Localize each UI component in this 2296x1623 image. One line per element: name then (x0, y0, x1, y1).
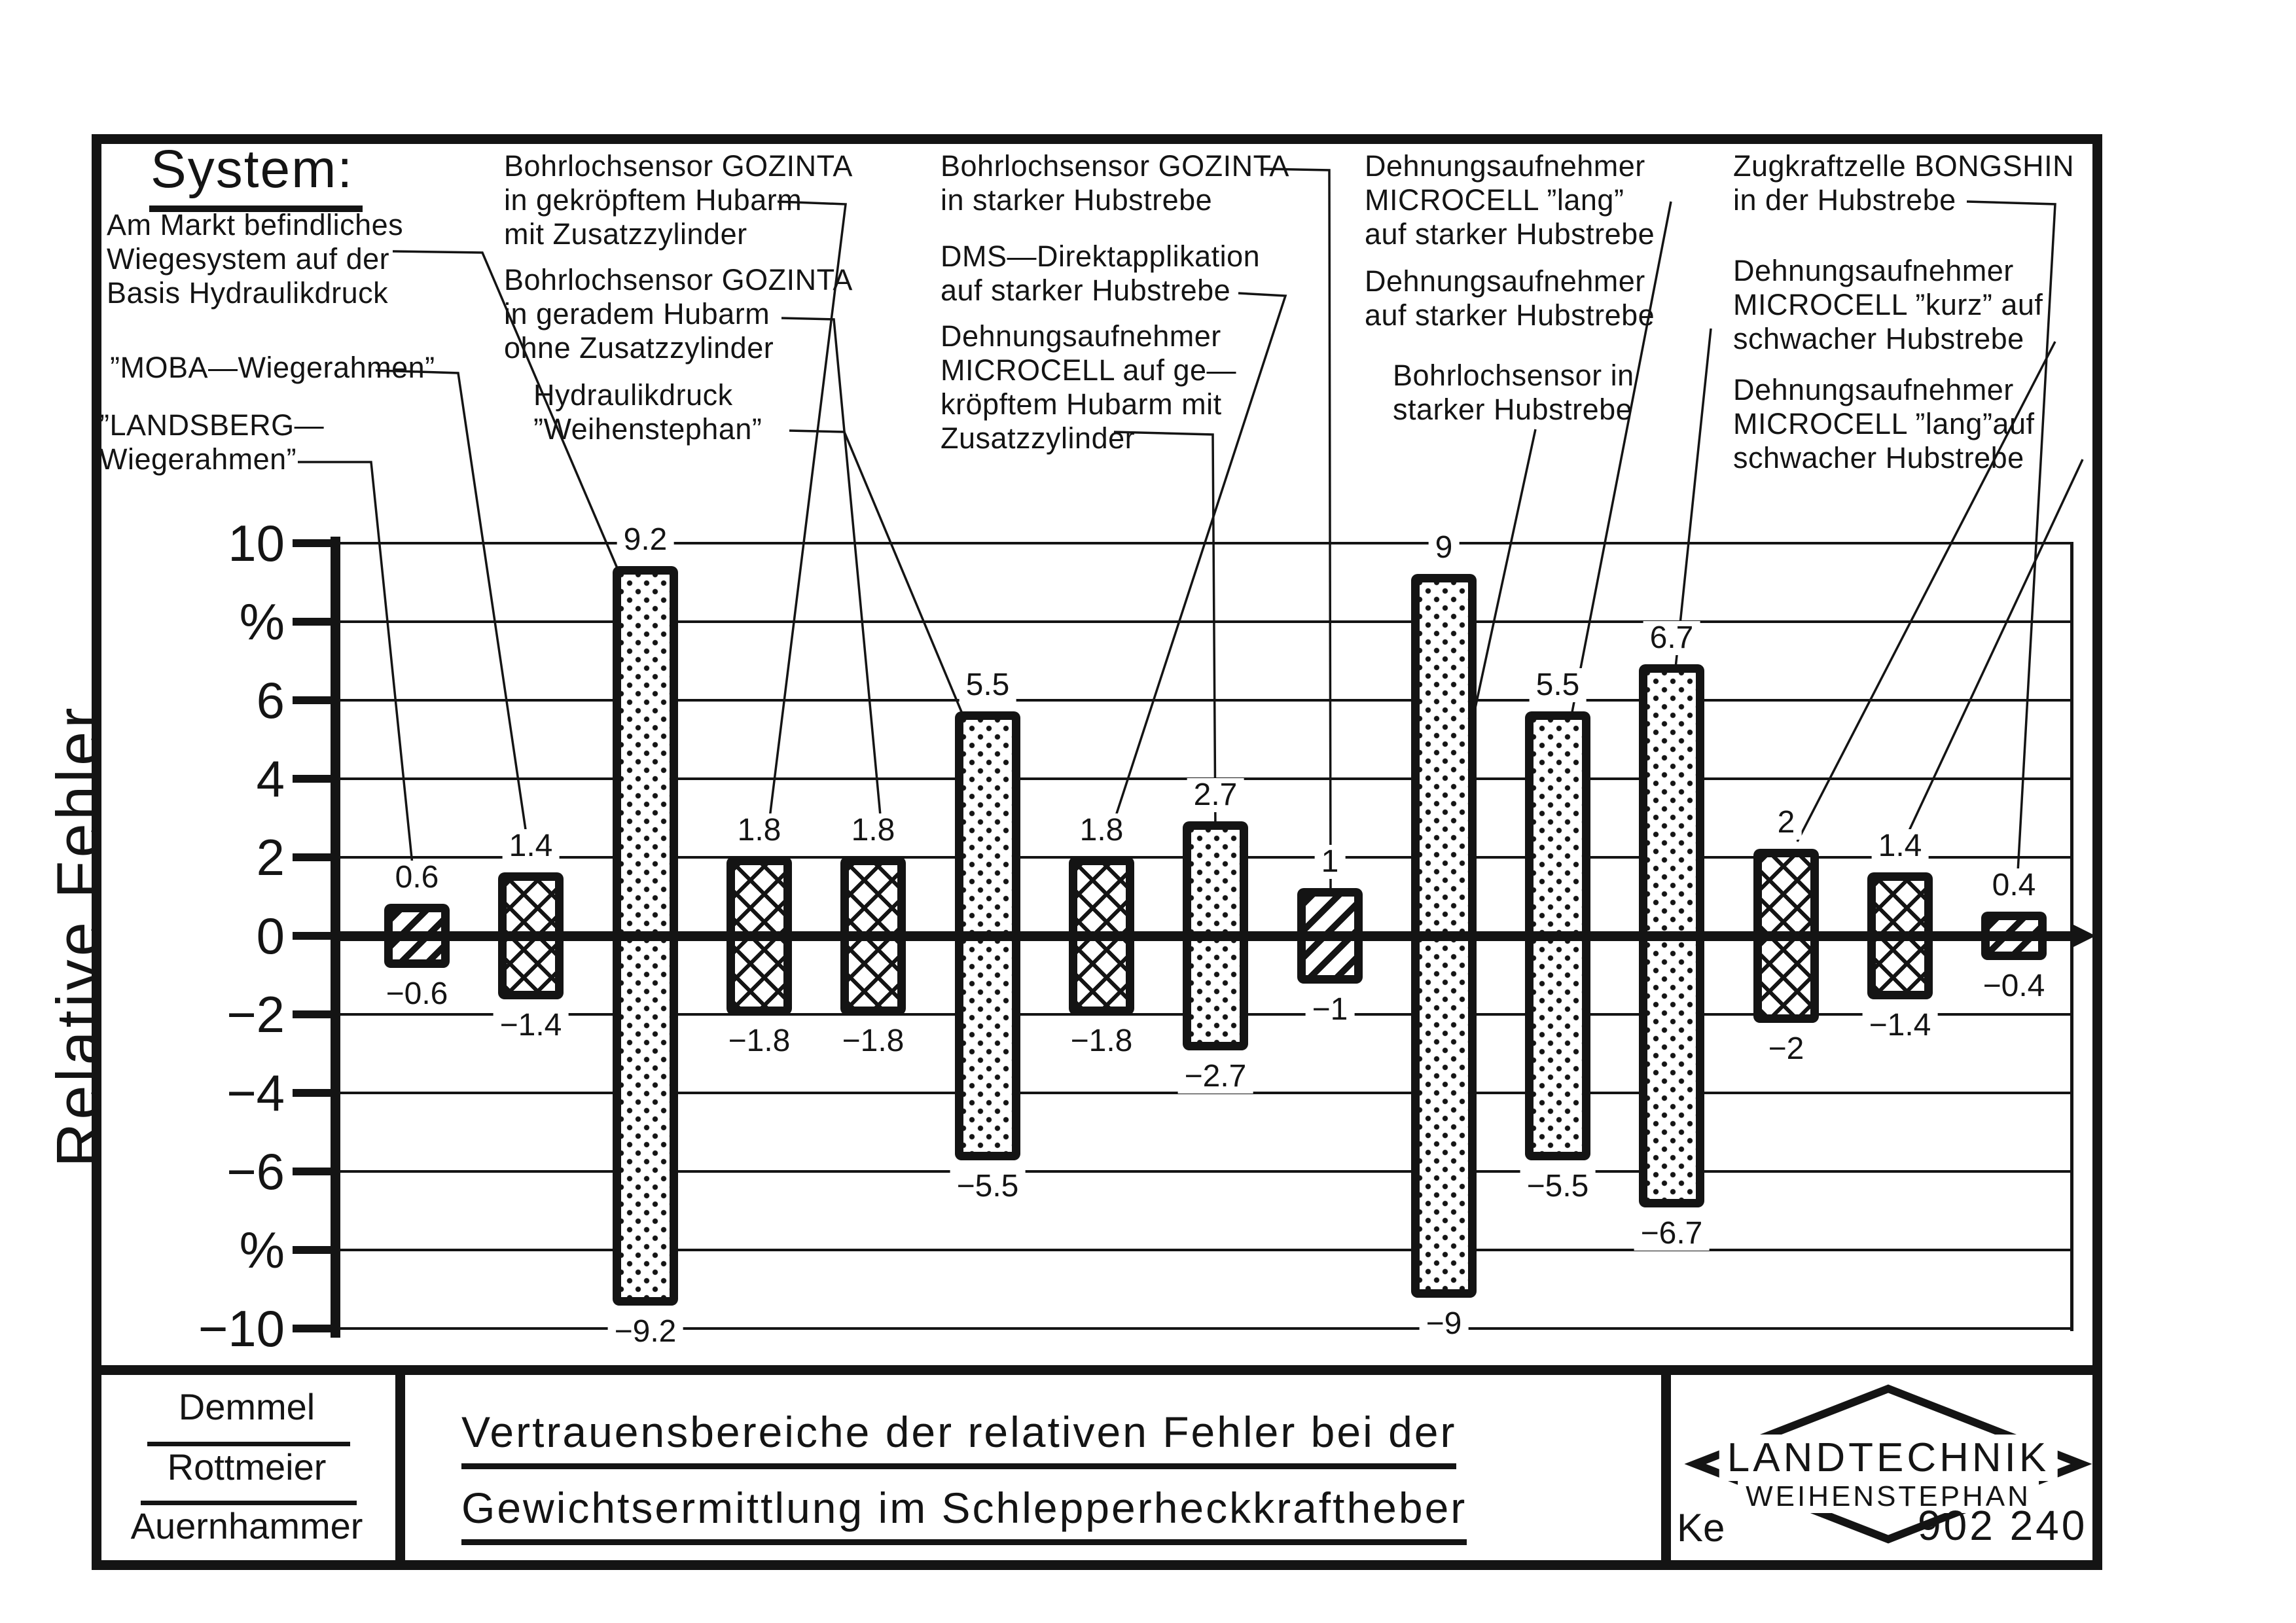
annotation-line: Zugkraftzelle BONGSHIN (1733, 149, 2075, 183)
bar-14-lower-value: −1.4 (1863, 1008, 1938, 1043)
annotation-line: ”LANDSBERG— (99, 408, 325, 442)
annotation-line: Dehnungsaufnehmer (1733, 373, 2014, 406)
bar-7-lower-value: −1.8 (1064, 1024, 1139, 1058)
zero-axis-arrow-icon (2072, 924, 2096, 948)
bar-15-lower-value: −0.4 (1977, 969, 2052, 1003)
annotation-line: auf starker Hubstrebe (1365, 217, 1655, 251)
annotation-line: MICROCELL ”lang” (1365, 183, 1624, 217)
annotation-line: Bohrlochsensor GOZINTA (941, 149, 1289, 183)
annotation-moba (110, 351, 435, 385)
y-tick-label-4: 4 (256, 750, 285, 808)
author-2: Rottmeier (167, 1446, 327, 1488)
y-tick-label-8: % (239, 593, 285, 651)
zero-axis-line (335, 931, 2076, 941)
y-tick-label-2: 2 (256, 829, 285, 886)
logo-line-1: LANDTECHNIK (1719, 1435, 2058, 1481)
bar-4-lower-value: −1.8 (722, 1024, 797, 1058)
annotation-bongshin (1733, 149, 2074, 217)
bar-13-lower-value: −2 (1762, 1032, 1811, 1066)
annotation-line: Zusatzzylinder (941, 421, 1136, 455)
annotation-line: Basis Hydraulikdruck (107, 276, 389, 310)
y-tick-label--6: −6 (226, 1143, 285, 1200)
bar-8-lower-value: −2.7 (1178, 1060, 1253, 1094)
bar-11-lower-value: −5.5 (1520, 1169, 1596, 1204)
annotation-line: ”MOBA—Wiegerahmen” (110, 351, 435, 384)
annotation-line: Bohrlochsensor in (1393, 359, 1634, 392)
annotation-line: in gekröpftem Hubarm (504, 183, 802, 217)
bar-5-lower-value: −1.8 (836, 1024, 911, 1058)
bar-1-lower-value: −0.6 (380, 977, 455, 1011)
bar-9-upper-value: 1 (1315, 845, 1346, 879)
bar-2-lower-value: −1.4 (493, 1008, 569, 1043)
annotation-line: schwacher Hubstrebe (1733, 441, 2024, 474)
annotation-gozinta-gerade (504, 263, 853, 365)
annotation-line: ”Weihenstephan” (533, 412, 762, 446)
annotation-line: MICROCELL ”lang”auf (1733, 407, 2035, 440)
y-tick-label-10: 10 (228, 514, 285, 572)
annotation-microcell-lang-schwach (1733, 373, 2035, 475)
annotation-gozinta-stark (941, 149, 1289, 217)
annotation-line: auf starker Hubstrebe (1365, 298, 1655, 332)
annotation-dehnung-stark (1365, 264, 1655, 332)
annotation-line: Wiegerahmen” (99, 442, 297, 476)
author-3: Auernhammer (130, 1505, 363, 1546)
annotation-bohrloch-stark (1393, 359, 1634, 427)
chart-title-line-2: Gewichtsermittlung im Schlepperheckkraftheber (461, 1483, 1467, 1545)
annotation-line: in starker Hubstrebe (941, 183, 1213, 217)
annotation-line: Bohrlochsensor GOZINTA (504, 149, 853, 183)
annotation-am-markt (107, 208, 403, 310)
y-tick-label-6: 6 (256, 671, 285, 729)
bar-6-lower-value: −5.5 (950, 1169, 1026, 1204)
annotation-line: auf starker Hubstrebe (941, 274, 1231, 307)
annotation-line: Dehnungsaufnehmer (1365, 149, 1645, 183)
annotation-landsberg (99, 408, 324, 476)
annotation-line: starker Hubstrebe (1393, 393, 1633, 426)
bar-6-upper-value: 5.5 (960, 668, 1016, 702)
annotation-line: in geradem Hubarm (504, 297, 770, 330)
bar-3-upper-value: 9.2 (617, 523, 674, 557)
annotation-line: DMS—Direktapplikation (941, 240, 1261, 273)
bar-12-lower-value: −6.7 (1634, 1217, 1710, 1251)
system-heading: System: (149, 139, 363, 212)
annotation-line: mit Zusatzzylinder (504, 217, 747, 251)
annotation-line: kröpftem Hubarm mit (941, 387, 1222, 421)
y-axis-title: Relative Fehler (44, 704, 113, 1168)
y-tick-label--2: −2 (226, 986, 285, 1043)
code-prefix: Ke (1677, 1506, 1725, 1550)
bar-14-upper-value: 1.4 (1872, 829, 1929, 863)
bar-3-lower-value: −9.2 (608, 1315, 683, 1349)
bar-7-upper-value: 1.8 (1073, 813, 1130, 847)
bar-1-upper-value: 0.6 (389, 861, 446, 895)
code-number: 902 240 (1918, 1502, 2088, 1549)
y-tick-label-0: 0 (256, 907, 285, 965)
y-tick-label--4: −4 (226, 1064, 285, 1122)
bar-15-upper-value: 0.4 (1986, 868, 2043, 902)
logo-line-2: WEIHENSTEPHAN (1738, 1480, 2039, 1513)
bar-11-upper-value: 5.5 (1530, 668, 1587, 702)
y-tick-label--10: −10 (198, 1300, 285, 1357)
chart-title-line-1: Vertrauensbereiche der relativen Fehler bei der (461, 1407, 1456, 1469)
annotation-line: Wiegesystem auf der (107, 242, 390, 276)
annotation-gozinta-gekroepft (504, 149, 853, 251)
bar-2-upper-value: 1.4 (503, 829, 560, 863)
annotation-line: MICROCELL ”kurz” auf (1733, 288, 2043, 321)
annotation-line: in der Hubstrebe (1733, 183, 1956, 217)
annotation-dms-direkt (941, 240, 1260, 308)
annotation-line: Hydraulikdruck (533, 378, 733, 412)
bar-10-upper-value: 9 (1429, 531, 1460, 565)
author-1: Demmel (178, 1386, 315, 1427)
annotation-line: Dehnungsaufnehmer (941, 319, 1221, 353)
bar-10-lower-value: −9 (1420, 1307, 1469, 1341)
annotation-line: Bohrlochsensor GOZINTA (504, 263, 853, 296)
annotation-microcell-kurz-schwach (1733, 254, 2043, 356)
annotation-line: schwacher Hubstrebe (1733, 322, 2024, 355)
annotation-line: ohne Zusatzzylinder (504, 331, 774, 365)
annotation-line: Dehnungsaufnehmer (1365, 264, 1645, 298)
bar-5-upper-value: 1.8 (845, 813, 902, 847)
annotation-hydraulikdruck-weihenstephan (533, 378, 762, 446)
bar-8-upper-value: 2.7 (1187, 778, 1244, 812)
bar-13-upper-value: 2 (1771, 806, 1802, 840)
bar-4-upper-value: 1.8 (731, 813, 788, 847)
bar-9-lower-value: −1 (1306, 993, 1355, 1027)
annotation-line: Dehnungsaufnehmer (1733, 254, 2014, 287)
annotation-line: MICROCELL auf ge— (941, 353, 1236, 387)
annotation-microcell-gekroepft (941, 319, 1236, 455)
annotation-line: Am Markt befindliches (107, 208, 404, 241)
annotation-microcell-lang-stark (1365, 149, 1655, 251)
bar-12-upper-value: 6.7 (1643, 621, 1700, 655)
y-tick-label--8: % (239, 1221, 285, 1279)
